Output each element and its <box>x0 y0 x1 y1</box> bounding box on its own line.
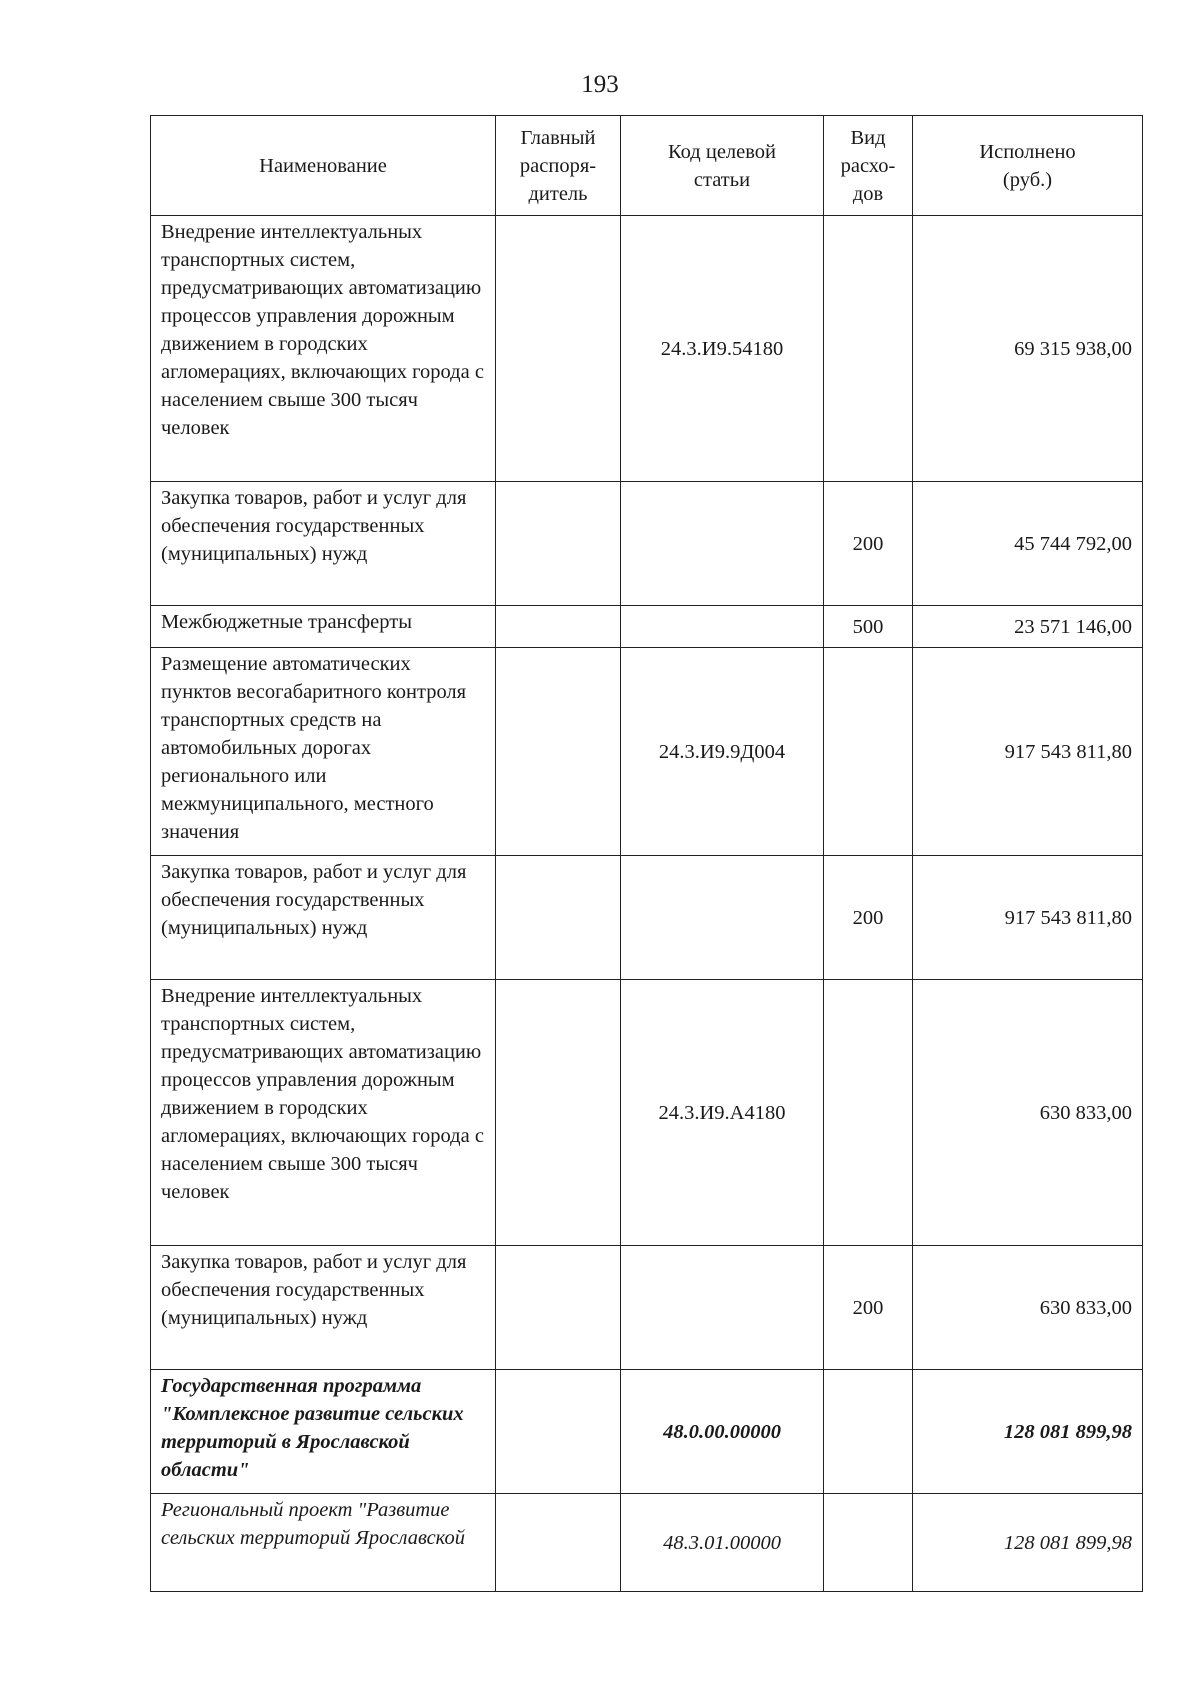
row-code <box>621 482 824 606</box>
row-manager <box>496 1494 621 1592</box>
row-manager <box>496 980 621 1246</box>
row-manager <box>496 1246 621 1370</box>
row-amount: 69 315 938,00 <box>913 216 1143 482</box>
row-manager <box>496 1370 621 1494</box>
row-type: 200 <box>824 482 913 606</box>
row-name: Закупка товаров, работ и услуг для обеспечения государственных (муниципальных) нужд <box>151 482 496 606</box>
row-type: 500 <box>824 606 913 648</box>
row-manager <box>496 648 621 856</box>
table-row <box>151 856 1143 980</box>
row-type: 200 <box>824 1246 913 1370</box>
row-name: Внедрение интеллектуальных транспортных систем, предусматривающих автоматизацию процессов управления дорожным движением в городских агломерациях, включающих города с населением свыше 300 тысяч человек <box>151 980 496 1246</box>
row-name: Закупка товаров, работ и услуг для обеспечения государственных (муниципальных) нужд <box>151 856 496 980</box>
row-amount: 630 833,00 <box>913 1246 1143 1370</box>
row-amount: 917 543 811,80 <box>913 648 1143 856</box>
row-amount: 128 081 899,98 <box>913 1494 1143 1592</box>
row-amount: 45 744 792,00 <box>913 482 1143 606</box>
table-row <box>151 1494 1143 1592</box>
row-code: 48.3.01.00000 <box>621 1494 824 1592</box>
row-name: Размещение автоматических пунктов весогабаритного контроля транспортных средств на автомобильных дорогах регионального или межмуниципального, местного значения <box>151 648 496 856</box>
row-amount: 630 833,00 <box>913 980 1143 1246</box>
header-name: Наименование <box>151 116 496 216</box>
row-name: Закупка товаров, работ и услуг для обеспечения государственных (муниципальных) нужд <box>151 1246 496 1370</box>
row-code: 48.0.00.00000 <box>621 1370 824 1494</box>
row-manager <box>496 606 621 648</box>
row-type <box>824 980 913 1246</box>
header-expense-type: Вид расхо- дов <box>824 116 913 216</box>
row-name: Государственная программа "Комплексное развитие сельских территорий в Ярославской области" <box>151 1370 496 1494</box>
table-row <box>151 216 1143 482</box>
row-type <box>824 648 913 856</box>
table-row <box>151 606 1143 648</box>
table-header-row <box>151 116 1143 216</box>
row-code: 24.3.И9.9Д004 <box>621 648 824 856</box>
table-row <box>151 980 1143 1246</box>
table-row <box>151 648 1143 856</box>
row-type: 200 <box>824 856 913 980</box>
row-type <box>824 1370 913 1494</box>
table-row <box>151 1246 1143 1370</box>
row-amount: 917 543 811,80 <box>913 856 1143 980</box>
row-name: Межбюджетные трансферты <box>151 606 496 648</box>
header-main-manager: Главный распоря- дитель <box>496 116 621 216</box>
row-type <box>824 216 913 482</box>
row-code <box>621 606 824 648</box>
row-name: Внедрение интеллектуальных транспортных систем, предусматривающих автоматизацию процессов управления дорожным движением в городских агломерациях, включающих города с населением свыше 300 тысяч человек <box>151 216 496 482</box>
budget-execution-table <box>150 115 1143 1592</box>
table-row <box>151 482 1143 606</box>
row-code <box>621 1246 824 1370</box>
header-executed: Исполнено (руб.) <box>913 116 1143 216</box>
header-target-code: Код целевой статьи <box>621 116 824 216</box>
row-manager <box>496 216 621 482</box>
row-manager <box>496 482 621 606</box>
page-number: 193 <box>581 71 619 98</box>
table-row <box>151 1370 1143 1494</box>
row-type <box>824 1494 913 1592</box>
row-amount: 128 081 899,98 <box>913 1370 1143 1494</box>
row-code: 24.3.И9.54180 <box>621 216 824 482</box>
row-name: Региональный проект "Развитие сельских территорий Ярославской <box>151 1494 496 1592</box>
row-manager <box>496 856 621 980</box>
row-amount: 23 571 146,00 <box>913 606 1143 648</box>
row-code <box>621 856 824 980</box>
row-code: 24.3.И9.А4180 <box>621 980 824 1246</box>
